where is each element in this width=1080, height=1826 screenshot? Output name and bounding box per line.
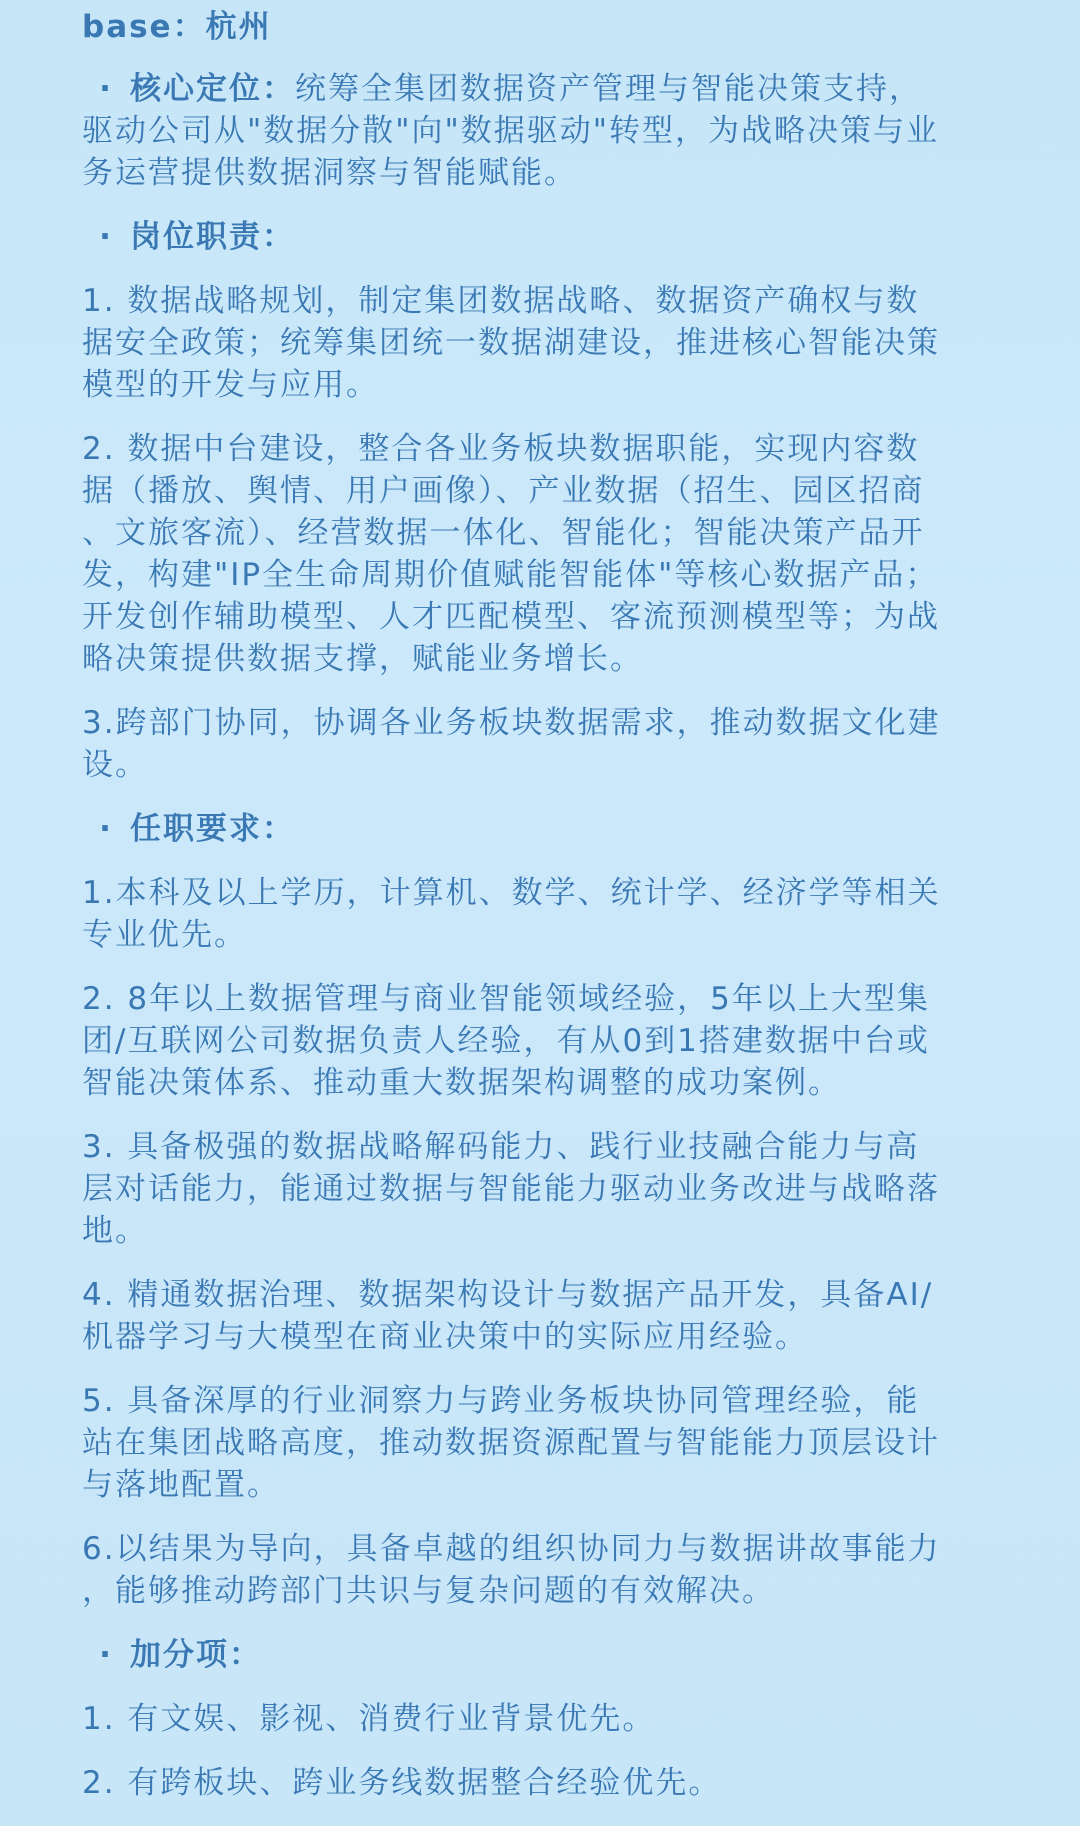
bullet-icon: · (99, 1637, 113, 1673)
list-item (82, 978, 1012, 1104)
bullet-icon: · (99, 71, 113, 107)
list-item-line: 5. 具备深厚的行业洞察力与跨业务板块协同管理经验，能 (82, 1383, 920, 1419)
list-item-line: ，能够推动跨部门共识与复杂问题的有效解决。 (82, 1573, 775, 1609)
core-label: 核心定位： (130, 71, 295, 107)
list-item (82, 872, 1012, 956)
list-item-line: 4. 精通数据治理、数据架构设计与数据产品开发，具备AI/ (82, 1277, 934, 1313)
core-line3: 务运营提供数据洞察与智能赋能。 (82, 155, 577, 191)
list-item-line: 层对话能力，能通过数据与智能能力驱动业务改进与战略落 (82, 1171, 940, 1207)
section-heading-requirements: · 任职要求： (82, 808, 1012, 850)
list-item (82, 1380, 1012, 1506)
requirements-list (82, 872, 1012, 1612)
bullet-icon: · (99, 811, 113, 847)
list-item-line: 模型的开发与应用。 (82, 367, 379, 403)
list-item (82, 1126, 1012, 1252)
list-item-line: 团/互联网公司数据负责人经验，有从0到1搭建数据中台或 (82, 1023, 930, 1059)
base-location: base：杭州 (82, 9, 272, 45)
list-item-line: 据安全政策；统筹集团统一数据湖建设，推进核心智能决策 (82, 325, 940, 361)
list-item (82, 1762, 1012, 1804)
core-line2: 驱动公司从"数据分散"向"数据驱动"转型，为战略决策与业 (82, 113, 940, 149)
core-positioning (82, 68, 1012, 194)
core-line1: 统筹全集团数据资产管理与智能决策支持， (295, 71, 922, 107)
list-item-line: 机器学习与大模型在商业决策中的实际应用经验。 (82, 1319, 808, 1355)
list-item (82, 428, 1012, 680)
section-heading-bonus: · 加分项： (82, 1634, 1012, 1676)
list-item-line: 站在集团战略高度，推动数据资源配置与智能能力顶层设计 (82, 1425, 940, 1461)
list-item-line: 3.跨部门协同，协调各业务板块数据需求，推动数据文化建 (82, 705, 941, 741)
list-item (82, 280, 1012, 406)
list-item-line: 1.本科及以上学历，计算机、数学、统计学、经济学等相关 (82, 875, 941, 911)
duties-list (82, 280, 1012, 786)
list-item-line: 、文旅客流）、经营数据一体化、智能化；智能决策产品开 (82, 515, 925, 551)
list-item-line: 6.以结果为导向，具备卓越的组织协同力与数据讲故事能力 (82, 1531, 941, 1567)
bullet-icon: · (99, 219, 113, 255)
list-item-line: 智能决策体系、推动重大数据架构调整的成功案例。 (82, 1065, 841, 1101)
list-item-line: 1. 数据战略规划，制定集团数据战略、数据资产确权与数 (82, 283, 920, 319)
section-heading-duties: · 岗位职责： (82, 216, 1012, 258)
list-item-line: 发，构建"IP全生命周期价值赋能智能体"等核心数据产品； (82, 557, 939, 593)
list-item-line: 地。 (82, 1213, 148, 1249)
list-item-line: 1. 有文娱、影视、消费行业背景优先。 (82, 1701, 656, 1737)
list-item-line: 开发创作辅助模型、人才匹配模型、客流预测模型等；为战 (82, 599, 940, 635)
list-item (82, 702, 1012, 786)
list-item (82, 1274, 1012, 1358)
list-item-line: 据（播放、舆情、用户画像）、产业数据（招生、园区招商 (82, 473, 925, 509)
list-item-line: 专业优先。 (82, 917, 247, 953)
list-item-line: 3. 具备极强的数据战略解码能力、践行业技融合能力与高 (82, 1129, 920, 1165)
list-item (82, 1698, 1012, 1740)
list-item (82, 1528, 1012, 1612)
list-item-line: 设。 (82, 747, 148, 783)
list-item-line: 2. 8年以上数据管理与商业智能领域经验，5年以上大型集 (82, 981, 930, 1017)
list-item-line: 2. 有跨板块、跨业务线数据整合经验优先。 (82, 1765, 722, 1801)
job-description (82, 0, 1012, 1826)
list-item-line: 2. 数据中台建设，整合各业务板块数据职能，实现内容数 (82, 431, 920, 467)
bonus-list (82, 1698, 1012, 1804)
list-item-line: 略决策提供数据支撑，赋能业务增长。 (82, 641, 643, 677)
list-item-line: 与落地配置。 (82, 1467, 280, 1503)
